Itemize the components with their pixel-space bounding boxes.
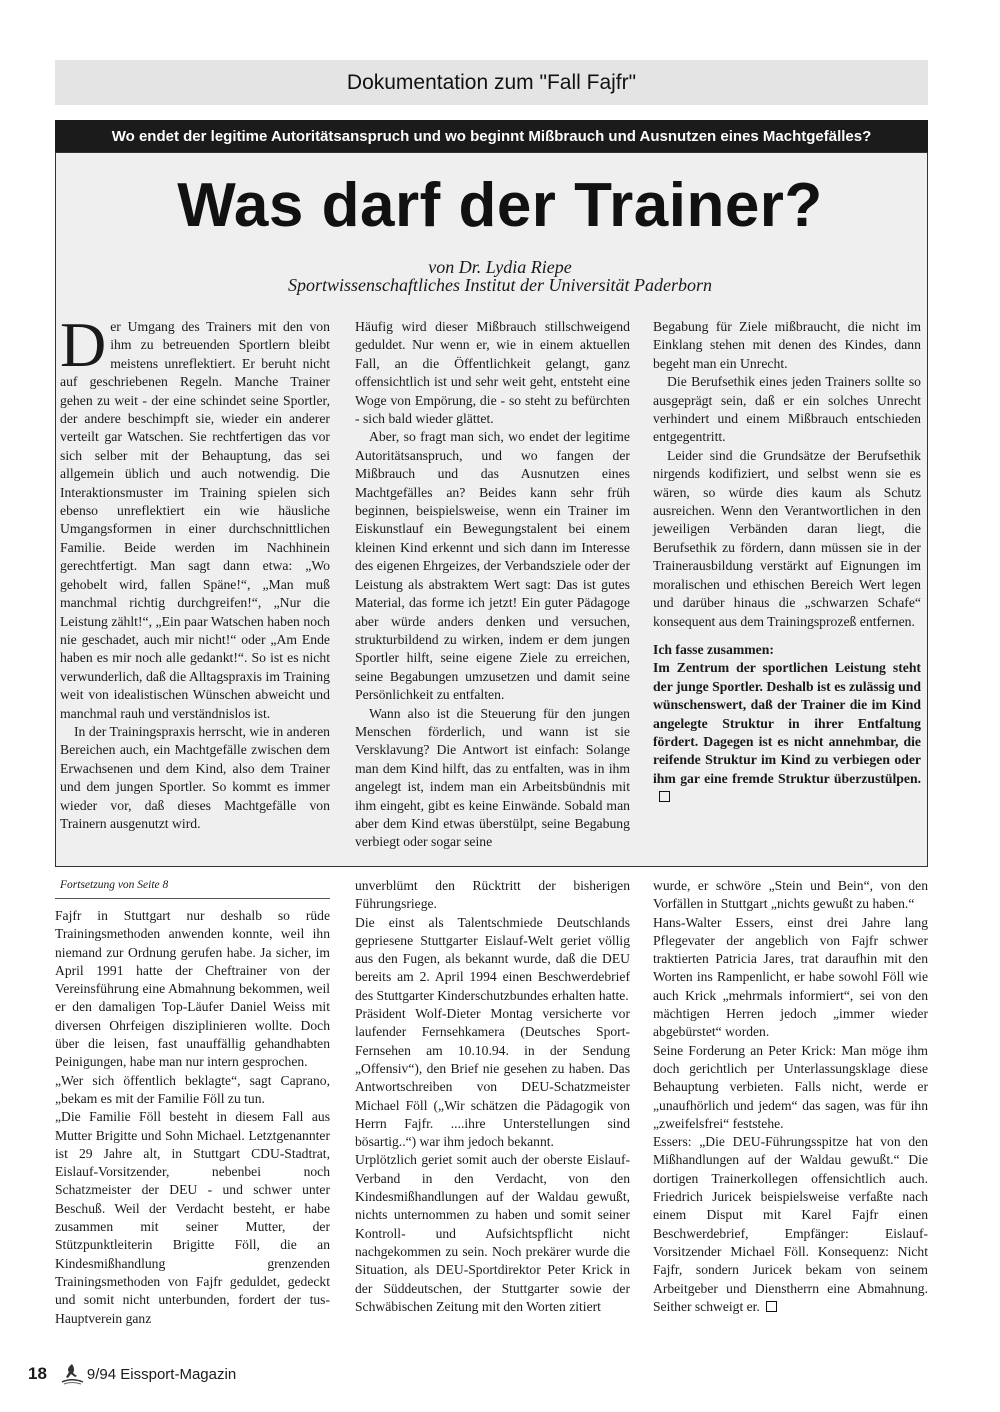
skater-logo-icon [59, 1362, 85, 1386]
article-paragraph: Hans-Walter Essers, einst drei Jahre lang Pflegevater der angeblich von Fajfr schwer traktierten Patricia Jares, trat daraufhin mit den Worten ins Rampenlicht, er habe sowohl Föll wie auch Krick „mehrmals informiert“, sei von den mächtigen Herren jedoch „immer wieder abgebürstet“ worden. [653, 914, 928, 1040]
article-paragraph: Fajfr in Stuttgart nur deshalb so rüde Trainingsmethoden anwenden konnte, weil ihn niemand zur Ordnung gerufen habe. Ja sicher, im April 1991 hatte der Cheftrainer von der Vereinsführung eine Abmahnung bekommen, weil er den damaligen Top-Läufer Daniel Weiss mit diversen Ohrfeigen disziplinieren wollte. Doch über die leisen, fast unauffällig gehandhabten Peinigungen, habe man nur intern gesprochen. [55, 908, 330, 1070]
question-bar [55, 120, 928, 152]
paragraph-text: er Umgang des Trainers mit den von ihm zu betreuenden Sportlern bleibt meistens unreflektiert. Er beruht nicht auf geschriebenen Regeln. Manche Trainer gehen zu weit - der eine schindet seine Sportler, der andere beschimpft sie, wieder ein anderer verteilt gar Watschen. Sie rechtfertigen das vor sich selber mit der Behauptung, das sei allgemein üblich und auch notwendig. Die Interaktionsmuster im Training spielen sich ebenso unreflektiert ein wie häusliche Umgangsformen in einer durchschnittlichen Familie. Beide werden im Nachhinein gerechtfertigt. Man sagt dann etwa: „Wo gehobelt wird, fallen Späne!“, „Man muß manchmal richtig durchgreifen!“, „Nur die Leistung zählt!“, „Ein paar Watschen haben noch nie geschadet, auch mir nicht!“ oder „Am Ende haben es mir noch alle gedankt!“. So ist es nicht verwunderlich, daß die Alltagspraxis im Training weit von idealistischen Wünschen abweicht und manchmal rauh und verständnislos ist. [60, 319, 330, 721]
end-mark-icon [766, 1301, 777, 1312]
article-paragraph: „Wer sich öffentlich beklagte“, sagt Caprano, „bekam es mit der Familie Föll zu tun. [55, 1072, 330, 1106]
article-paragraph: Wann also ist die Steuerung für den jungen Menschen förderlich, und wann ist sie Versklavung? Die Antwort ist einfach: Solange man dem Kind hilft, das zu entfalten, was in ihm angelegt ist, indem man ein Arbeitsbündnis mit ihm eingeht, gibt es keine Einwände. Sobald man aber dem Kind etwas überstülpt, seine Begabung verbiegt oder sogar seine [355, 705, 630, 850]
section-title: Dokumentation zum "Fall Fajfr" [346, 70, 637, 94]
divider [55, 898, 330, 899]
article-paragraph: Präsident Wolf-Dieter Montag versicherte vor laufender Fernsehkamera (Deutsches Sport-Fernsehen am 10.10.94. in der Sendung „Offensiv“), den Brief nie gesehen zu haben. Das Antwortschreiben von DEU-Schatzmeister Michael Föll („Wir schätzen die Pädagogik von Herrn Fajfr. ....ihre Unterstellungen sind bösartig..“) war ihm jedoch bekannt. [355, 1006, 630, 1150]
byline-author: von Dr. Lydia Riepe [428, 257, 572, 277]
summary-heading: Ich fasse zusammen: [653, 641, 774, 657]
paragraph-text: Essers: „Die DEU-Führungsspitze hat von den Mißhandlungen auf der Waldau gewußt.“ Die dortigen Trainerkollegen offensichtlich auch. Friedrich Juricek beispielsweise verfaßte nach einem Disput mit Karel Fajfr einen Beschwerdebrief, Empfänger: Eislauf-Vorsitzender Michael Föll. Konsequenz: Nicht Fajfr, sondern Juricek bekam von seinem Arbeitgeber und Dienstherrn eine Abmahnung. Seither schweigt er. [653, 1134, 928, 1314]
end-mark-icon [659, 791, 670, 802]
article-paragraph: Die Berufsethik eines jeden Trainers sollte so ausgeprägt sein, daß er ein solches Unrecht verhindert und einem Mißbrauch entschieden entgegentritt. [653, 374, 921, 445]
article-paragraph: Seine Forderung an Peter Krick: Man möge ihm doch gerichtlich per Unterlassungsklage diese Behauptung verbieten. Falls nicht, werde er „unaufhörlich und jedem“ das sagen, was für ihn „zweifelsfrei“ feststehe. [653, 1042, 928, 1131]
article-paragraph: Aber, so fragt man sich, wo endet der legitime Autoritätsanspruch, und wo fangen der Mißbrauch und das Ausnutzen eines Machtgefälles an? Beides kann sehr früh beginnen, beispielsweise, wenn ein Trainer im Eiskunstlauf ein Bewegungstalent bei einem kleinen Kind erkennt und sich dann im Interesse des eigenen Ehrgeizes, der Verbandsziele oder der Leistung als abstraktem Wert sagt: Das ist gutes Material, das forme ich jetzt! Ein guter Pädagoge aber würde anders denken und versuchen, strukturbildend zu wirken, indem er dem jungen Sportler hilft, seine eigene Ziele zu erreichen, seine Begabungen umzusetzen und damit seine Persönlichkeit zu entfalten. [355, 429, 630, 703]
byline-institute: Sportwissenschaftliches Institut der Universität Paderborn [288, 275, 712, 295]
article-paragraph: Die einst als Talentschmiede Deutschlands gepriesene Stuttgarter Eislauf-Welt geriet völlig aus den Fugen, als bekannt wurde, daß die DEU bereits am 2. April 1994 einen Beschwerdebrief des Stuttgarter Kinderschutzbundes erhalten hatte. [355, 914, 630, 1003]
summary-paragraph [653, 659, 921, 806]
article-paragraph: unverblümt den Rücktritt der bisherigen Führungsriege. [355, 878, 630, 912]
article-paragraph: Urplötzlich geriet somit auch der oberste Eislauf-Verband in den Verdacht, von den Kindesmißhandlungen auf der Waldau gewußt, nichts unternommen zu haben und somit seiner Kontroll- und Aufsichtspflicht nicht nachgekommen zu sein. Noch prekärer wurde die Situation, als DEU-Sportdirektor Peter Krick in der Süddeutschen, der Stuttgarter sowie der Schwäbischen Zeitung mit den Worten zitiert [355, 1152, 630, 1314]
page-footer [28, 1362, 236, 1386]
section-header [55, 60, 928, 105]
drop-cap: D [60, 309, 107, 380]
page-number: 18 [28, 1364, 47, 1383]
continuation-column-3 [653, 877, 928, 1316]
article-title: Was darf der Trainer? [177, 171, 823, 240]
article-paragraph [60, 309, 330, 723]
article-paragraph: In der Trainingspraxis herrscht, wie in anderen Bereichen auch, ein Machtgefälle zwischen dem Erwachsenen und dem Kind, also dem Trainer und dem jungen Sportler. So kommt es immer wieder vor, daß dieses Machtgefälle von Trainern ausgenutzt wird. [60, 723, 330, 831]
article-paragraph: Häufig wird dieser Mißbrauch stillschweigend geduldet. Nur wenn er, wie in einem aktuellen Fall, an die Öffentlichkeit gelangt, ganz offensichtlich ist und sehr weit geht, entsteht eine Woge von Empörung, die - so steht zu befürchten - sich bald wieder glättet. [355, 319, 630, 427]
issue-label: 9/94 Eissport-Magazin [86, 1365, 237, 1383]
summary-text: Im Zentrum der sportlichen Leistung steht der junge Sportler. Deshalb ist es zulässig und wünschenswert, daß der Trainer die im Kind angelegte Struktur in ihrer Entfaltung fördert. Dagegen ist es nicht annehmbar, die reifende Struktur im Kind zu verbiegen oder ihm gar eine fremde Struktur überzustülpen. [653, 660, 921, 786]
article-paragraph: wurde, er schwöre „Stein und Bein“, von den Vorfällen in Stuttgart „nichts gewußt zu haben.“ [653, 878, 928, 912]
question-text: Wo endet der legitime Autoritätsanspruch und wo beginnt Mißbrauch und Ausnutzen eines Machtgefälles? [111, 127, 872, 145]
article-paragraph: Begabung für Ziele mißbraucht, die nicht im Einklang stehen mit denen des Kindes, dann begeht man ein Unrecht. [653, 319, 921, 371]
article-column-2 [355, 318, 630, 852]
article-paragraph [653, 1133, 928, 1316]
continuation-note: Fortsetzung von Seite 8 [60, 879, 169, 891]
article-paragraph: „Die Familie Föll besteht in diesem Fall aus Mutter Brigitte und Sohn Michael. Letztgenannter ist 29 Jahre alt, in Stuttgart CDU-Stadtrat, Eislauf-Vorsitzender, nebenbei noch Schatzmeister der DEU - und schwer unter Beschuß. Weil der Verdacht besteht, er habe zusammen mit seiner Mutter, der Stützpunktleiterin Brigitte Föll, die an Kindesmißhandlung grenzenden Trainingsmethoden von Fajfr geduldet, gedeckt und somit nicht unterbunden, fordert der tus-Hauptverein ganz [55, 1109, 330, 1326]
continuation-column-2 [355, 877, 630, 1316]
article-column-3 [653, 318, 921, 807]
article-paragraph: Leider sind die Grundsätze der Berufsethik nirgends kodifiziert, und selbst wenn sie es wären, so würde dies kaum als Schutz ausreichen. Wenn den Verantwortlichen in den jeweiligen Verbänden daran liegt, die Berufsethik zu fördern, dann müssen sie in der Trainerausbildung verstärkt auf Eignungen im moralischen und ethischen Bereich Wert legen und darüber hinaus die „schwarzen Schafe“ konsequent aus dem Trainingsprozeß entfernen. [653, 447, 921, 629]
article-column-1 [60, 309, 330, 833]
continuation-column-1 [55, 907, 330, 1328]
